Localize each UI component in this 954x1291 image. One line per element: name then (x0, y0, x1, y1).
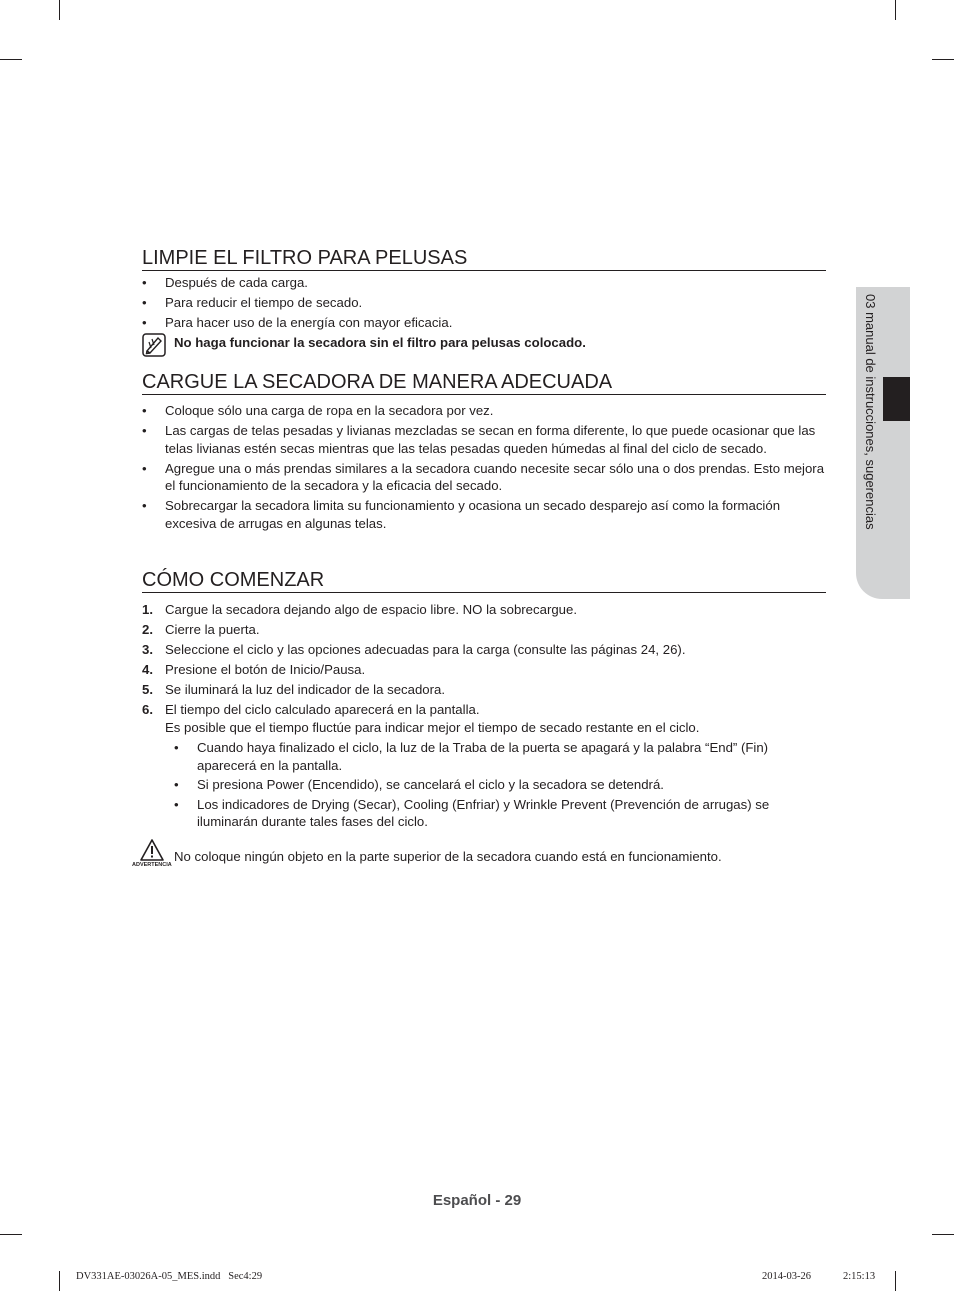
step-text-continued: Es posible que el tiempo fluctúe para indicar mejor el tiempo de secado restante en el ciclo. (165, 720, 700, 735)
sub-list-item: • Los indicadores de Drying (Secar), Cooling (Enfriar) y Wrinkle Prevent (Prevención de arrugas) se iluminarán durante tales fases del ciclo. (165, 796, 826, 831)
step-sub-list (165, 739, 826, 831)
crop-mark (59, 0, 60, 20)
page-number: Español - 29 (432, 1192, 522, 1209)
crop-mark (59, 1271, 60, 1291)
chapter-side-label: 03 manual de instrucciones, sugerencias (863, 294, 878, 530)
step-number: 5. (142, 682, 153, 697)
step-text: Seleccione el ciclo y las opciones adecuadas para la carga (consulte las páginas 24, 26). (165, 642, 686, 657)
step-item (142, 621, 826, 639)
sub-list-item: • Cuando haya finalizado el ciclo, la luz de la Traba de la puerta se apagará y la palabra “End” (Fin) aparecerá en la pantalla. (165, 739, 826, 774)
chapter-marker (883, 377, 910, 421)
note-pencil-icon (142, 333, 166, 357)
lint-filter-list (142, 274, 826, 334)
list-item: • Sobrecargar la secadora limita su funcionamiento y ocasiona un secado desparejo así como la formación excesiva de arrugas en algunas telas. (142, 497, 826, 532)
warning-label: ADVERTENCIA (132, 862, 172, 868)
crop-mark (895, 1271, 896, 1291)
list-item: • Para reducir el tiempo de secado. (142, 294, 826, 312)
step-item (142, 701, 826, 831)
crop-mark (932, 59, 954, 60)
step-item (142, 601, 826, 619)
step-item (142, 661, 826, 679)
warning-triangle-icon (139, 838, 165, 862)
note-text: No haga funcionar la secadora sin el filtro para pelusas colocado. (174, 335, 586, 350)
list-item: • Agregue una o más prendas similares a la secadora cuando necesite secar sólo una o dos prendas. Esto mejora el funcionamiento de la secadora y la eficacia del secado. (142, 460, 826, 495)
list-item: • Después de cada carga. (142, 274, 826, 292)
list-item: • Para hacer uso de la energía con mayor eficacia. (142, 314, 826, 332)
step-number: 4. (142, 662, 153, 677)
crop-mark (0, 1234, 22, 1235)
section-title-lint-filter: LIMPIE EL FILTRO PARA PELUSAS (142, 247, 826, 271)
step-text: Cierre la puerta. (165, 622, 260, 637)
crop-mark (0, 59, 22, 60)
step-number: 2. (142, 622, 153, 637)
step-text: El tiempo del ciclo calculado aparecerá en la pantalla. (165, 702, 480, 717)
warning-text: No coloque ningún objeto en la parte superior de la secadora cuando está en funcionamiento. (174, 849, 722, 864)
step-item (142, 641, 826, 659)
step-number: 6. (142, 702, 153, 717)
slug-time: 2:15:13 (843, 1271, 876, 1282)
crop-mark (932, 1234, 954, 1235)
slug-file: DV331AE-03026A-05_MES.indd Sec4:29 (76, 1271, 263, 1282)
slug-date: 2014-03-26 (762, 1271, 811, 1282)
step-text: Se iluminará la luz del indicador de la secadora. (165, 682, 446, 697)
section-title-how-to-start: CÓMO COMENZAR (142, 569, 826, 593)
step-number: 1. (142, 602, 153, 617)
step-text: Cargue la secadora dejando algo de espacio libre. NO la sobrecargue. (165, 602, 577, 617)
load-dryer-list (142, 402, 826, 535)
start-steps-list (142, 601, 826, 833)
step-text: Presione el botón de Inicio/Pausa. (165, 662, 366, 677)
list-item: • Las cargas de telas pesadas y livianas mezcladas se secan en forma diferente, lo que puede ocasionar que las telas livianas estén secas mientras que las telas pesadas queden húmedas al final del ciclo de secado. (142, 422, 826, 457)
crop-mark (895, 0, 896, 20)
step-item (142, 681, 826, 699)
section-title-load-dryer: CARGUE LA SECADORA DE MANERA ADECUADA (142, 371, 826, 395)
sub-list-item: • Si presiona Power (Encendido), se cancelará el ciclo y la secadora se detendrá. (165, 776, 826, 794)
step-number: 3. (142, 642, 153, 657)
list-item: • Coloque sólo una carga de ropa en la secadora por vez. (142, 402, 826, 420)
